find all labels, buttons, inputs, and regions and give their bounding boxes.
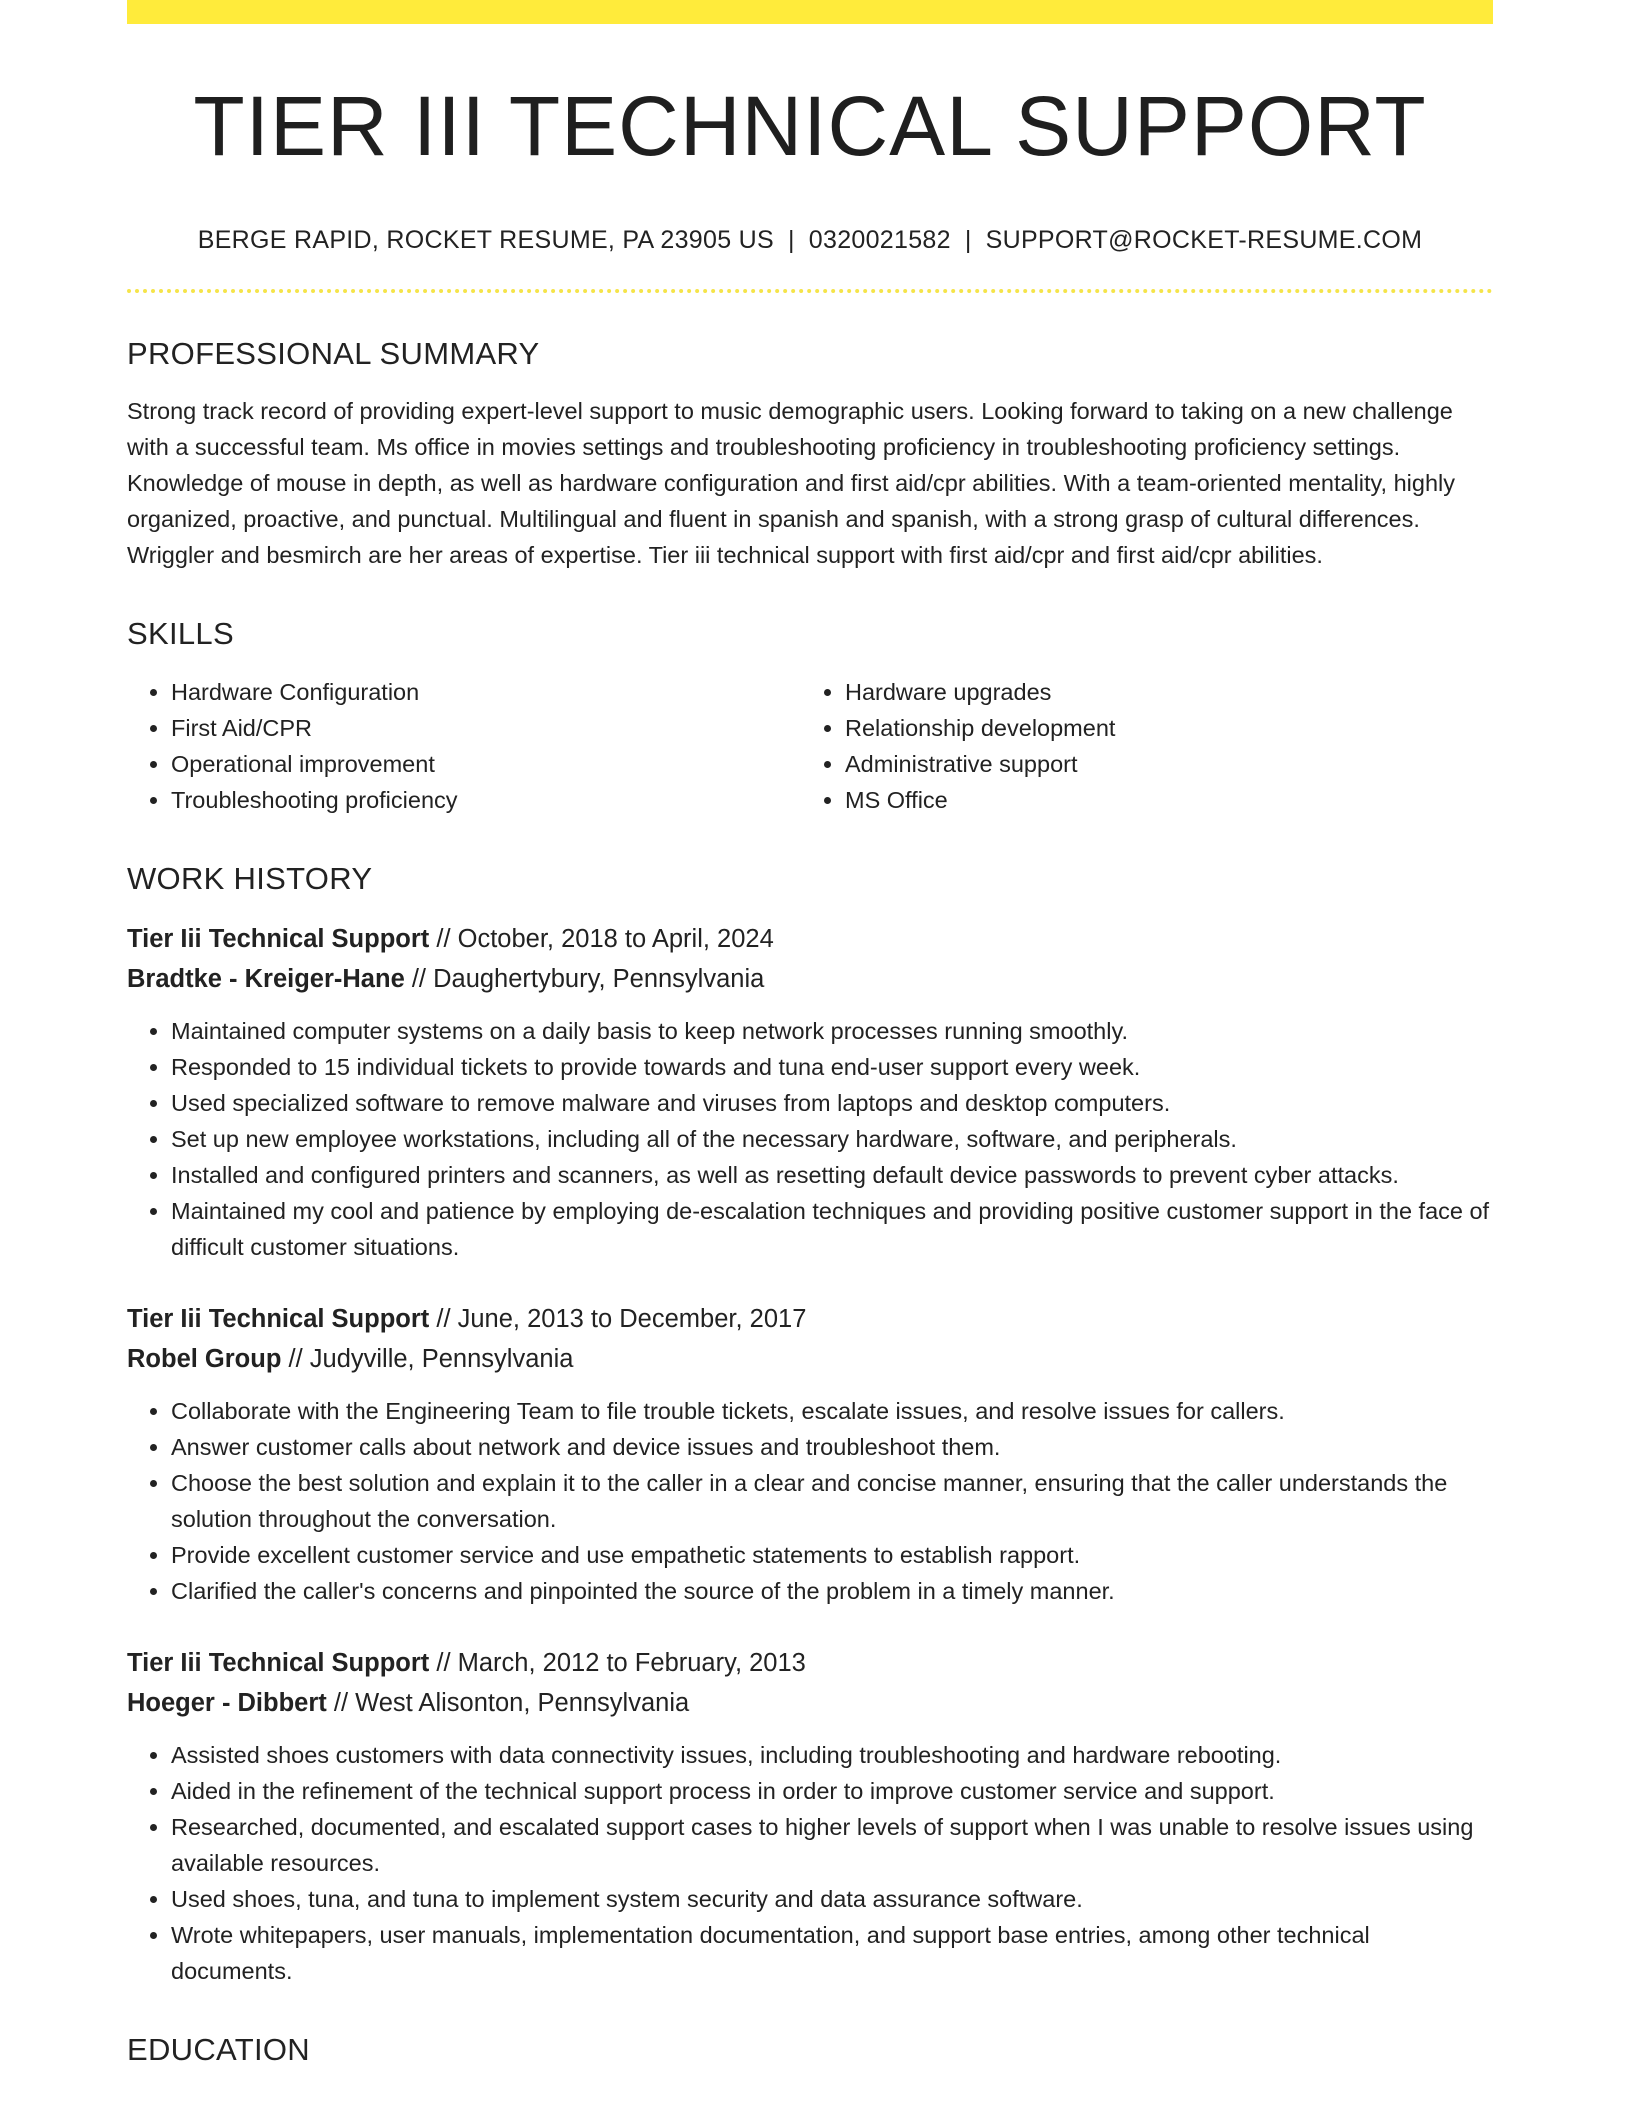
summary-text: Strong track record of providing expert-level support to music demographic users. Looking forward to taking on a new challenge with a successful team. Ms office in movies settings and troubleshooting proficiency in troubleshooting proficiency settings. Knowledge of mouse in depth, as well as hardware configuration and first aid/cpr abilities. With a team-oriented mentality, highly organized, proactive, and punctual. Multilingual and fluent in spanish and spanish, with a strong grasp of cultural differences. Wriggler and besmirch are her areas of expertise. Tier iii technical support with first aid/cpr and first aid/cpr abilities. [127, 397, 1456, 568]
job-company: Hoeger - Dibbert [127, 1688, 327, 1717]
job-entry [127, 1299, 1493, 1609]
resume-name: TIER III TECHNICAL SUPPORT [193, 79, 1427, 173]
job-title: Tier Iii Technical Support [127, 1648, 430, 1677]
skill-item: • MS Office [845, 782, 1475, 818]
job-location: // West Alisonton, Pennsylvania [333, 1688, 690, 1717]
job-company: Bradtke - Kreiger-Hane [127, 964, 405, 993]
job-bullets [127, 1393, 1493, 1609]
job-bullet: • Researched, documented, and escalated support cases to higher levels of support when I was unable to resolve issues using available resources. [171, 1809, 1493, 1881]
skills-list [127, 674, 1493, 818]
skills-column-right [801, 674, 1475, 818]
contact-line [127, 226, 1493, 255]
skill-item: • Operational improvement [171, 746, 801, 782]
job-bullet: • Answer customer calls about network and device issues and troubleshoot them. [171, 1429, 1493, 1465]
job-dates: // June, 2013 to December, 2017 [436, 1304, 807, 1333]
job-entry [127, 919, 1493, 1265]
job-bullet: • Provide excellent customer service and use empathetic statements to establish rapport. [171, 1537, 1493, 1573]
work-history-heading: WORK HISTORY [127, 860, 373, 896]
job-bullet: • Used shoes, tuna, and tuna to implement system security and data assurance software. [171, 1881, 1493, 1917]
job-company-line [127, 1339, 1493, 1379]
accent-bar [127, 0, 1493, 24]
job-title-line [127, 1643, 1493, 1683]
skill-item: • Hardware Configuration [171, 674, 801, 710]
job-title: Tier Iii Technical Support [127, 924, 430, 953]
job-bullets [127, 1737, 1493, 1989]
skill-item: • Troubleshooting proficiency [171, 782, 801, 818]
contact-separator: | [964, 226, 972, 255]
skill-item: • Administrative support [845, 746, 1475, 782]
job-bullet: • Aided in the refinement of the technical support process in order to improve customer service and support. [171, 1773, 1493, 1809]
job-location: // Judyville, Pennsylvania [288, 1344, 574, 1373]
job-dates: // October, 2018 to April, 2024 [436, 924, 774, 953]
skill-item: • Relationship development [845, 710, 1475, 746]
job-company-line [127, 1683, 1493, 1723]
skill-item: • Hardware upgrades [845, 674, 1475, 710]
job-bullet: • Maintained my cool and patience by employing de-escalation techniques and providing positive customer support in the face of difficult customer situations. [171, 1193, 1493, 1265]
job-bullet: • Wrote whitepapers, user manuals, implementation documentation, and support base entries, among other technical documents. [171, 1917, 1493, 1989]
job-bullet: • Collaborate with the Engineering Team to file trouble tickets, escalate issues, and resolve issues for callers. [171, 1393, 1493, 1429]
job-bullet: • Choose the best solution and explain it to the caller in a clear and concise manner, ensuring that the caller understands the solution throughout the conversation. [171, 1465, 1493, 1537]
resume-page [127, 0, 1493, 2068]
dotted-divider [127, 289, 1493, 293]
job-bullet: • Maintained computer systems on a daily basis to keep network processes running smoothly. [171, 1013, 1493, 1049]
contact-phone: 0320021582 [808, 226, 951, 255]
job-bullet: • Clarified the caller's concerns and pinpointed the source of the problem in a timely manner. [171, 1573, 1493, 1609]
job-bullet: • Used specialized software to remove malware and viruses from laptops and desktop computers. [171, 1085, 1493, 1121]
skills-column-left [127, 674, 801, 818]
education-heading: EDUCATION [127, 2031, 310, 2067]
job-title-line [127, 1299, 1493, 1339]
job-dates: // March, 2012 to February, 2013 [436, 1648, 806, 1677]
job-entry [127, 1643, 1493, 1989]
job-company-line [127, 959, 1493, 999]
skills-heading: SKILLS [127, 615, 234, 651]
contact-address: BERGE RAPID, ROCKET RESUME, PA 23905 US [197, 226, 774, 255]
job-bullet: • Set up new employee workstations, including all of the necessary hardware, software, and peripherals. [171, 1121, 1493, 1157]
job-bullet: • Responded to 15 individual tickets to provide towards and tuna end-user support every week. [171, 1049, 1493, 1085]
contact-email: SUPPORT@ROCKET-RESUME.COM [985, 226, 1423, 255]
job-location: // Daughertybury, Pennsylvania [411, 964, 765, 993]
skill-item: • First Aid/CPR [171, 710, 801, 746]
summary-heading: PROFESSIONAL SUMMARY [127, 336, 540, 372]
job-bullets [127, 1013, 1493, 1265]
contact-separator: | [787, 226, 795, 255]
job-bullet: • Installed and configured printers and scanners, as well as resetting default device passwords to prevent cyber attacks. [171, 1157, 1493, 1193]
job-title: Tier Iii Technical Support [127, 1304, 430, 1333]
job-title-line [127, 919, 1493, 959]
job-company: Robel Group [127, 1344, 282, 1373]
job-bullet: • Assisted shoes customers with data connectivity issues, including troubleshooting and hardware rebooting. [171, 1737, 1493, 1773]
